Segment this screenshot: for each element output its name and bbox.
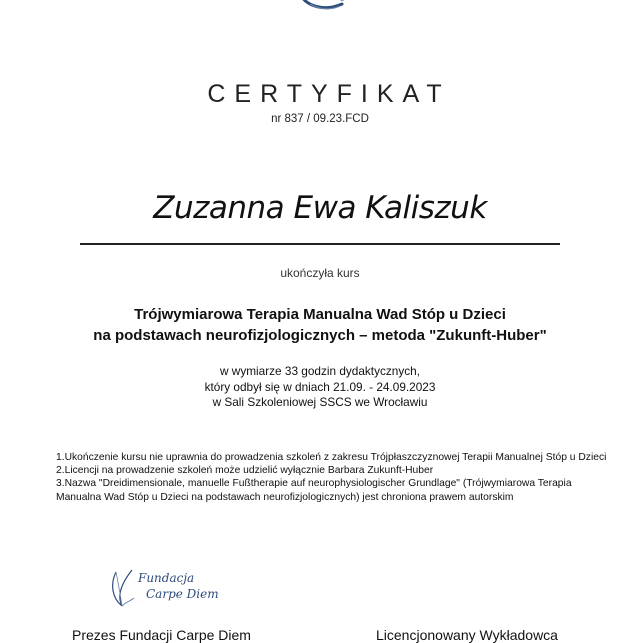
note-item: 1.Ukończenie kursu nie uprawnia do prowadzenia szkoleń z zakresu Trójpłaszczyznowej Terapii Manualnej Stóp u Dzieci bbox=[56, 452, 607, 463]
foundation-logo bbox=[110, 566, 230, 612]
course-hours: w wymiarze 33 godzin dydaktycznych, bbox=[220, 364, 420, 378]
course-title-line: na podstawach neurofizjologicznych – metoda "Zukunft-Huber" bbox=[93, 327, 547, 344]
course-details bbox=[0, 364, 640, 411]
certificate-number: nr 837 / 09.23.FCD bbox=[271, 113, 369, 125]
course-dates: który odbył się w dniach 21.09. - 24.09.2023 bbox=[204, 379, 436, 394]
butterfly-icon bbox=[110, 568, 136, 608]
note-item: Manualna Wad Stóp u Dzieci na podstawach neurofizjologicznych) jest chroniona prawem autorskim bbox=[56, 491, 514, 503]
certificate-title: CERTYFIKAT bbox=[207, 80, 451, 108]
completed-label: ukończyła kurs bbox=[280, 266, 360, 280]
signature-label-president: Prezes Fundacji Carpe Diem bbox=[72, 627, 251, 643]
course-title bbox=[0, 304, 640, 346]
notes bbox=[56, 451, 616, 504]
butterfly-logo-icon bbox=[296, 0, 356, 14]
note-item: 2.Licencji na prowadzenie szkoleń może udzielić wyłącznie Barbara Zukunft-Huber bbox=[56, 465, 434, 477]
foundation-name-line2: Carpe Diem bbox=[146, 587, 219, 601]
note-item: 3.Nazwa "Dreidimensionale, manuelle Fußtherapie auf neurophysiologischer Grundlage" (Trójwymiarowa Terapia bbox=[56, 478, 572, 490]
name-underline bbox=[80, 243, 560, 245]
course-location: w Sali Szkoleniowej SSCS we Wrocławiu bbox=[212, 395, 428, 409]
signature-label-lecturer: Licencjonowany Wykładowca bbox=[376, 627, 558, 643]
foundation-name-line1: Fundacja bbox=[138, 571, 195, 585]
recipient-name: Zuzanna Ewa Kaliszuk bbox=[153, 190, 487, 226]
course-title-line: Trójwymiarowa Terapia Manualna Wad Stóp u Dzieci bbox=[134, 306, 506, 323]
